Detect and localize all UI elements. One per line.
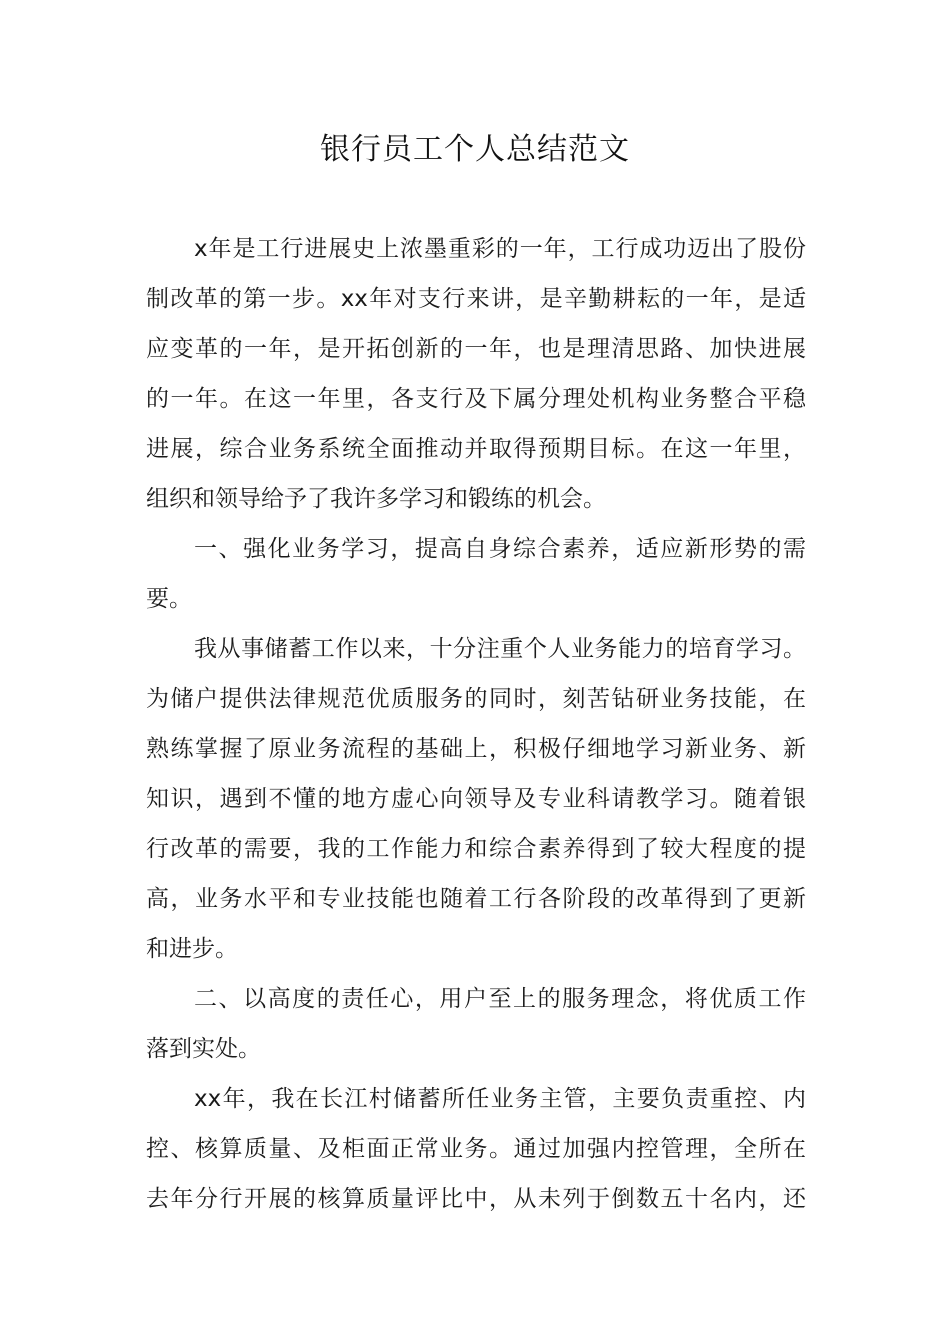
section-heading-2-line-1: 二、以高度的责任心，用户至上的服务理念，将优质工作	[194, 986, 806, 1012]
paragraph-3-line-6: 高，业务水平和专业技能也随着工行各阶段的改革得到了更新	[146, 886, 806, 912]
paragraph-3-line-4: 知识，遇到不懂的地方虚心向领导及专业科请教学习。随着银	[146, 786, 806, 812]
paragraph-5-line-1: xx年，我在长江村储蓄所任业务主管，主要负责重控、内	[194, 1086, 806, 1112]
section-heading-1-line-1: 一、强化业务学习，提高自身综合素养，适应新形势的需	[194, 536, 806, 562]
section-heading-2-line-2: 落到实处。	[146, 1036, 261, 1062]
section-heading-1-line-2: 要。	[146, 586, 192, 612]
paragraph-1-line-1: x年是工行进展史上浓墨重彩的一年，工行成功迈出了股份	[194, 236, 806, 262]
paragraph-3-line-2: 为储户提供法律规范优质服务的同时，刻苦钻研业务技能，在	[146, 686, 806, 712]
paragraph-1-line-6: 组织和领导给予了我许多学习和锻练的机会。	[146, 486, 606, 512]
paragraph-1-line-5: 进展，综合业务系统全面推动并取得预期目标。在这一年里，	[146, 436, 806, 462]
paragraph-5-line-3: 去年分行开展的核算质量评比中，从未列于倒数五十名内，还	[146, 1186, 806, 1212]
paragraph-3-line-5: 行改革的需要，我的工作能力和综合素养得到了较大程度的提	[146, 836, 806, 862]
paragraph-1-line-3: 应变革的一年，是开拓创新的一年，也是理清思路、加快进展	[146, 336, 806, 362]
paragraph-3-line-1: 我从事储蓄工作以来，十分注重个人业务能力的培育学习。	[194, 636, 806, 662]
paragraph-3-line-7: 和进步。	[146, 936, 238, 962]
paragraph-1-line-4: 的一年。在这一年里，各支行及下属分理处机构业务整合平稳	[146, 386, 806, 412]
document-title: 银行员工个人总结范文	[320, 132, 630, 167]
paragraph-3-line-3: 熟练掌握了原业务流程的基础上，积极仔细地学习新业务、新	[146, 736, 806, 762]
paragraph-5-line-2: 控、核算质量、及柜面正常业务。通过加强内控管理，全所在	[146, 1136, 806, 1162]
paragraph-1-line-2: 制改革的第一步。xx年对支行来讲，是辛勤耕耘的一年，是适	[146, 286, 806, 312]
document-body	[146, 224, 806, 1224]
